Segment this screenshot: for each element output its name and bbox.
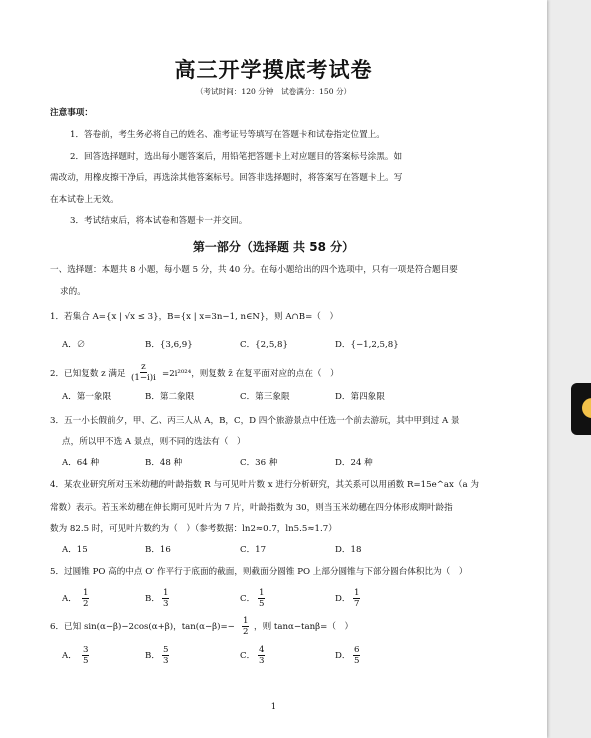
instruction-line: 求的。 xyxy=(60,287,86,297)
option-c: C．第三象限 xyxy=(240,392,290,402)
side-panel-toggle[interactable] xyxy=(571,383,591,435)
option-b: B． xyxy=(145,594,160,604)
question-stem: 点，所以甲不选 A 景点，则不同的选法有（ ） xyxy=(62,437,246,447)
panel-icon xyxy=(582,398,591,418)
instruction-line: 一、选择题：本题共 8 小题，每小题 5 分，共 40 分。在每小题给出的四个选项中，只有一项是符合题目要 xyxy=(50,265,458,275)
numerator: 1 xyxy=(83,588,89,598)
denominator: 3 xyxy=(163,656,169,666)
fraction-option-d xyxy=(353,588,360,609)
notes-heading: 注意事项： xyxy=(50,108,93,118)
numerator: 1 xyxy=(163,588,169,598)
note-line: 需改动，用橡皮擦干净后，再选涂其他答案标号。回答非选择题时，将答案写在答题卡上。写 xyxy=(50,173,403,183)
question-stem: 3．五一小长假前夕，甲、乙、丙三人从 A，B，C，D 四个旅游景点中任选一个前去游玩，其中甲到过 A 景 xyxy=(50,416,460,426)
fraction-option-c xyxy=(258,645,265,666)
section-title: 第一部分（选择题 共 58 分） xyxy=(192,240,355,254)
option-b: B．48 种 xyxy=(145,458,183,468)
numerator: z xyxy=(141,362,146,372)
denominator: 3 xyxy=(259,656,265,666)
numerator: 5 xyxy=(163,645,169,655)
note-line: 1．答卷前，考生务必将自己的姓名、准考证号等填写在答题卡和试卷指定位置上。 xyxy=(70,130,385,140)
numerator: 4 xyxy=(259,645,265,655)
question-stem: 数为 82.5 时，可见叶片数约为（ ）（参考数据：ln2≈0.7，ln5.5≈1.7） xyxy=(50,524,337,534)
fraction xyxy=(242,616,249,637)
denominator: 2 xyxy=(243,627,249,637)
denominator: 7 xyxy=(354,599,360,609)
option-d: D． xyxy=(335,594,351,604)
option-d: D．24 种 xyxy=(335,458,373,468)
option-d: D．第四象限 xyxy=(335,392,385,402)
note-line: 2．回答选择题时，选出每小题答案后，用铅笔把答题卡上对应题目的答案标号涂黑。如 xyxy=(70,152,403,162)
denominator: 5 xyxy=(259,599,265,609)
numerator: 1 xyxy=(243,616,249,626)
numerator: 1 xyxy=(259,588,265,598)
denominator: 2 xyxy=(83,599,89,609)
numerator: 6 xyxy=(354,645,360,655)
option-a: A．15 xyxy=(62,545,88,555)
note-line: 3．考试结束后，将本试卷和答题卡一并交回。 xyxy=(70,216,248,226)
fraction xyxy=(131,362,156,383)
option-b: B． xyxy=(145,651,160,661)
option-b: B．16 xyxy=(145,545,171,555)
fraction-option-a xyxy=(82,588,89,609)
option-c: C． xyxy=(240,594,256,604)
option-b: B．第二象限 xyxy=(145,392,195,402)
option-c: C．{2,5,8} xyxy=(240,340,288,350)
option-c: C．17 xyxy=(240,545,267,555)
denominator: 3 xyxy=(163,599,169,609)
option-a: A．64 种 xyxy=(62,458,100,468)
fraction-option-a xyxy=(82,645,89,666)
question-stem: 4．某农业研究所对玉米幼穗的叶龄指数 R 与可见叶片数 x 进行分析研究，其关系可以用函数 R=15e^ax（a 为 xyxy=(50,480,479,490)
question-stem: 常数）表示。若玉米幼穗在伸长期可见叶片为 7 片，叶龄指数为 30，则当玉米幼穗在四分体形成期叶龄指 xyxy=(50,503,453,513)
numerator: 1 xyxy=(354,588,360,598)
exam-info: （考试时间：120 分钟 试卷满分：150 分） xyxy=(195,87,352,96)
fraction-option-b xyxy=(162,588,169,609)
question-stem: 1．若集合 A={x | √x ≤ 3}，B={x | x=3n−1, n∈N}，则 A∩B=（ ） xyxy=(50,312,339,322)
question-stem: 6．已知 sin(α−β)−2cos(α+β)，tan(α−β)=− xyxy=(50,622,235,632)
option-a: A． xyxy=(62,651,77,661)
option-a: A．第一象限 xyxy=(62,392,112,402)
question-stem: =2i²⁰²⁴，则复数 z̄ 在复平面对应的点在（ ） xyxy=(162,369,339,379)
option-d: D．18 xyxy=(335,545,362,555)
numerator: 3 xyxy=(83,645,89,655)
option-c: C．36 种 xyxy=(240,458,278,468)
denominator: 5 xyxy=(354,656,360,666)
page-title: 高三开学摸底考试卷 xyxy=(174,58,373,82)
option-c: C． xyxy=(240,651,256,661)
question-stem: ，则 tanα−tanβ=（ ） xyxy=(254,622,354,632)
fraction-option-c xyxy=(258,588,265,609)
option-a: A．∅ xyxy=(62,340,86,350)
option-d: D． xyxy=(335,651,351,661)
note-line: 在本试卷上无效。 xyxy=(50,195,119,205)
fraction-option-d xyxy=(353,645,360,666)
question-stem: 2．已知复数 z 满足 xyxy=(50,369,126,379)
question-stem: 5．过圆锥 PO 高的中点 O′ 作平行于底面的截面，则截面分圆锥 PO 上部分圆锥与下部分圆台体积比为（ ） xyxy=(50,567,468,577)
option-a: A． xyxy=(62,594,77,604)
option-b: B．{3,6,9} xyxy=(145,340,193,350)
denominator: (1−i)i xyxy=(131,373,156,383)
page-number: 1 xyxy=(270,702,277,712)
denominator: 5 xyxy=(83,656,89,666)
option-d: D．{−1,2,5,8} xyxy=(335,340,399,350)
fraction-option-b xyxy=(162,645,169,666)
